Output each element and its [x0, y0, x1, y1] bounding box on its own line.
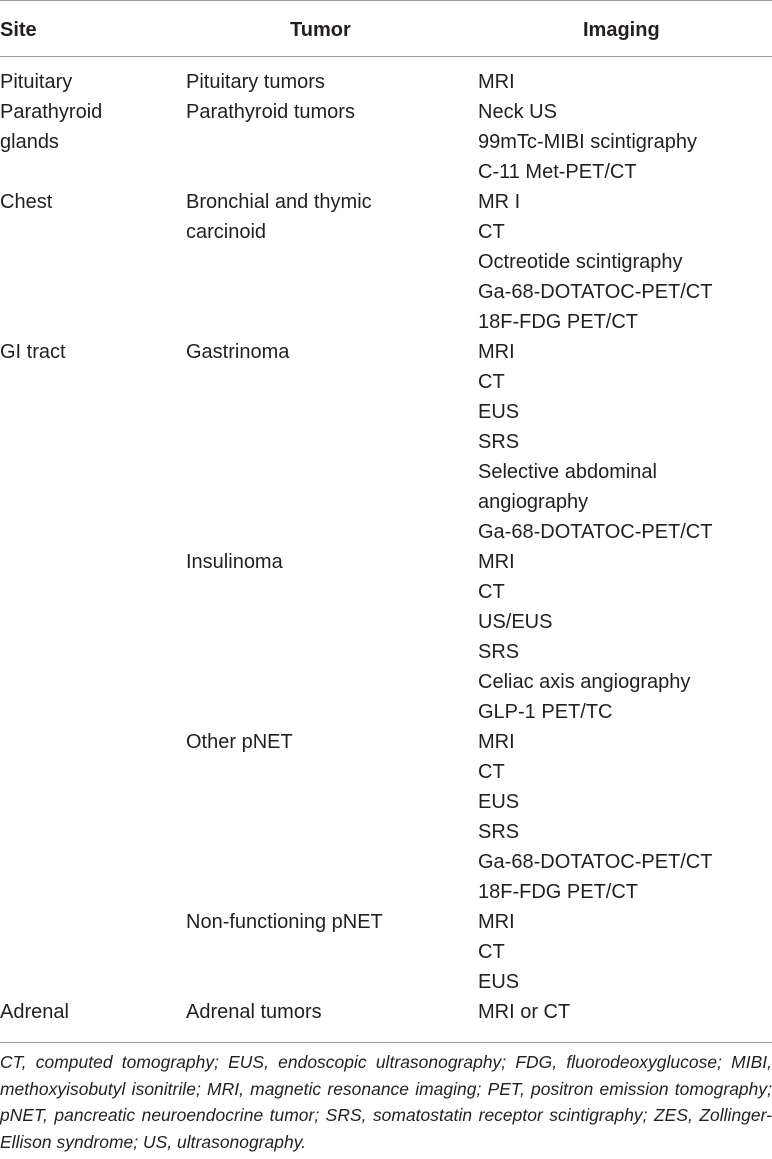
site-cell: [0, 67, 170, 97]
imaging-cell-line: SRS: [478, 821, 520, 843]
tumor-cell-line: Bronchial and thymic: [186, 191, 372, 213]
imaging-cell: [478, 997, 768, 1027]
imaging-cell-line: 18F-FDG PET/CT: [478, 311, 639, 333]
site-cell-line: Parathyroid: [0, 101, 103, 123]
tumor-cell-line: Other pNET: [186, 731, 293, 753]
imaging-cell-line: GLP-1 PET/TC: [478, 701, 613, 723]
table-row: [0, 727, 772, 907]
imaging-cell-line: US/EUS: [478, 611, 553, 633]
header-rule: [0, 56, 772, 57]
imaging-cell-line: CT: [478, 761, 505, 783]
imaging-cell-line: Ga-68-DOTATOC-PET/CT: [478, 281, 713, 303]
tumor-cell-line: Adrenal tumors: [186, 1001, 322, 1023]
imaging-cell-line: CT: [478, 581, 505, 603]
imaging-cell-line: CT: [478, 221, 505, 243]
imaging-cell-line: Selective abdominal: [478, 461, 657, 483]
tumor-cell: [186, 67, 466, 97]
site-cell-line: GI tract: [0, 341, 66, 363]
imaging-cell-line: SRS: [478, 431, 520, 453]
site-cell-line: Chest: [0, 191, 53, 213]
table-row: [0, 187, 772, 337]
table-footnote: CT, computed tomography; EUS, endoscopic ultrasonography; FDG, fluorodeoxyglucose; MIBI, methoxyisobutyl isonitrile; MRI, magnetic resonance imaging; PET, positron emission tomography; pNET, pancreatic neuroendocrine tumor; SRS, somatostatin receptor scintigraphy; ZES, Zollinger-Ellison syndrome; US, ultrasonography.: [0, 1052, 772, 1152]
imaging-cell-line: MRI: [478, 341, 515, 363]
tumor-cell: [186, 907, 466, 937]
imaging-cell-line: Ga-68-DOTATOC-PET/CT: [478, 521, 713, 543]
column-header-site: Site: [0, 19, 37, 41]
imaging-cell-line: CT: [478, 371, 505, 393]
tumor-cell: [186, 727, 466, 757]
site-cell: [0, 97, 170, 157]
table-row: [0, 547, 772, 727]
tumor-cell: [186, 997, 466, 1027]
site-cell-line: glands: [0, 131, 59, 153]
tumor-cell-line: carcinoid: [186, 221, 267, 243]
imaging-cell: [478, 907, 768, 997]
tumor-cell: [186, 187, 466, 247]
imaging-cell: [478, 337, 768, 547]
imaging-cell: [478, 727, 768, 907]
tumor-cell-line: Insulinoma: [186, 551, 283, 573]
table-bottom-rule: [0, 1042, 772, 1043]
imaging-cell: [478, 547, 768, 727]
imaging-cell-line: C-11 Met-PET/CT: [478, 161, 637, 183]
imaging-cell-line: 99mTc-MIBI scintigraphy: [478, 131, 697, 153]
table-row: [0, 67, 772, 97]
imaging-cell-line: angiography: [478, 491, 589, 513]
table-top-rule: [0, 0, 772, 1]
imaging-cell-line: MRI or CT: [478, 1001, 571, 1023]
tumor-cell: [186, 337, 466, 367]
tumor-cell-line: Parathyroid tumors: [186, 101, 355, 123]
imaging-cell-line: MRI: [478, 551, 515, 573]
imaging-cell-line: MR I: [478, 191, 521, 213]
imaging-cell-line: EUS: [478, 791, 520, 813]
tumor-cell: [186, 97, 466, 127]
imaging-cell-line: 18F-FDG PET/CT: [478, 881, 639, 903]
imaging-cell-line: MRI: [478, 731, 515, 753]
column-header-imaging: Imaging: [583, 19, 660, 41]
site-cell-line: Pituitary: [0, 71, 73, 93]
table-row: [0, 997, 772, 1027]
imaging-cell-line: Neck US: [478, 101, 557, 123]
imaging-cell-line: MRI: [478, 911, 515, 933]
imaging-cell-line: EUS: [478, 971, 520, 993]
site-cell: [0, 337, 170, 367]
imaging-cell-line: CT: [478, 941, 505, 963]
table-row: [0, 907, 772, 997]
tumor-cell-line: Gastrinoma: [186, 341, 290, 363]
imaging-cell: [478, 187, 768, 337]
table-row: [0, 97, 772, 187]
site-cell: [0, 187, 170, 217]
imaging-cell-line: SRS: [478, 641, 520, 663]
imaging-cell-line: MRI: [478, 71, 515, 93]
imaging-cell: [478, 67, 768, 97]
tumor-cell: [186, 547, 466, 577]
tumor-cell-line: Pituitary tumors: [186, 71, 325, 93]
table-row: [0, 337, 772, 547]
site-cell-line: Adrenal: [0, 1001, 69, 1023]
imaging-cell: [478, 97, 768, 187]
site-cell: [0, 997, 170, 1027]
imaging-cell-line: EUS: [478, 401, 520, 423]
imaging-cell-line: Celiac axis angiography: [478, 671, 691, 693]
imaging-cell-line: Ga-68-DOTATOC-PET/CT: [478, 851, 713, 873]
table-body: [0, 67, 772, 1027]
column-header-tumor: Tumor: [290, 19, 351, 41]
tumor-cell-line: Non-functioning pNET: [186, 911, 383, 933]
imaging-cell-line: Octreotide scintigraphy: [478, 251, 683, 273]
